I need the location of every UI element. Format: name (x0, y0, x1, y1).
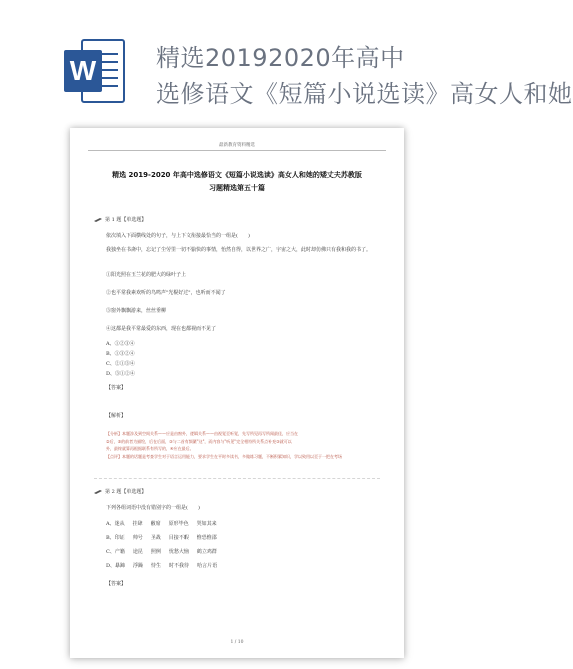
question-2-answer-label: 【答案】 (106, 581, 127, 587)
question-divider (94, 478, 380, 479)
question-1-option-a: A、①②③④ (106, 341, 135, 347)
option-cell: 哈言片语 (197, 563, 218, 569)
option-cell: 途昆 (132, 549, 143, 555)
question-1-passage: 我独坐在书斋中，忘记了尘劳里一切不愉快的事情，怡然自得，以世界之广，宇宙之大，此时却仿佛只有我和我的书了。 (106, 247, 372, 253)
pencil-icon (94, 490, 102, 494)
option-cell: 照例 (150, 549, 161, 555)
question-1-option-b: B、①③②④ (106, 351, 135, 357)
option-cell: 目接不暇 (168, 535, 189, 541)
option-cell: 挂肆 (132, 521, 143, 527)
question-1-item-2: ②也平常我素欢听的鸟鸣声"光棍好过"，也听而不闻了 (106, 290, 226, 296)
question-1-heading-text: 第 1 题【单选题】 (105, 217, 147, 223)
question-1-analysis (106, 430, 374, 460)
question-2-option-a (106, 520, 217, 527)
logo-letter: W (69, 55, 97, 86)
option-cell: B、印证 (106, 535, 125, 541)
question-1-option-d: D、③①②④ (106, 371, 136, 377)
option-cell: A、迷从 (106, 521, 125, 527)
document-page (70, 128, 404, 658)
question-1-stem: 依次填入下面横线处的句子，与上下文衔接最恰当的一组是( ) (106, 233, 250, 239)
question-2-heading (94, 488, 146, 495)
pencil-icon (94, 218, 102, 222)
option-cell: 恃生 (151, 563, 162, 569)
banner-title-line1: 精选20192020年高中 (156, 44, 405, 72)
question-1-item-1: ①阳光照在玉兰花的肥大的绿叶子上 (106, 272, 187, 278)
question-1-item-3: ③窗外飘飘游来，丝丝垂柳 (106, 308, 167, 314)
header-divider (88, 150, 386, 151)
question-2-heading-text: 第 2 题【单选题】 (105, 489, 147, 495)
banner-title-line2: 选修语文《短篇小说选读》高女人和她 (156, 80, 573, 108)
document-title-line2: 习题精选第五十篇 (209, 184, 265, 192)
option-cell: 原形毕色 (168, 521, 189, 527)
question-2-option-b (106, 534, 217, 541)
question-1-item-4: ④这都是我平常最爱的东西，现在也都视而不见了 (106, 326, 217, 332)
question-1-heading (94, 216, 146, 223)
analysis-line-4: 【点评】本题的话题是考查学生对于语言运用能力，要求学生在平时多读书，多做练习题，不断积累知识，学以致用以至于一把在考场 (106, 453, 342, 459)
option-cell: 浮躁 (133, 563, 144, 569)
banner (0, 0, 573, 118)
question-1-answer-label: 【答案】 (106, 385, 127, 391)
question-1-option-c: C、②①③④ (106, 361, 135, 367)
question-1-analysis-label: 【解析】 (106, 413, 127, 419)
option-cell: 圣战 (150, 535, 161, 541)
option-cell: 时不我待 (169, 563, 190, 569)
option-cell: C、产籍 (106, 549, 125, 555)
analysis-line-2: ②后，③的前者为描绘，后在后面，③与二首有频繁"这"，而内容与"听见"完全相符所关系点补充③就可以 (106, 438, 292, 444)
analysis-line-1: 【分析】本题涉及到空间关系——应是由窗外，逻辑关系——由视觉至听觉，先写所见再写所闻最佳，应当在 (106, 431, 298, 436)
page-number: 1 / 10 (230, 640, 244, 645)
page-header: 最新教育资料精选 (219, 143, 255, 148)
option-cell: 敝席 (150, 521, 161, 527)
question-2-option-c (106, 548, 217, 555)
option-cell: 惟恐惟邵 (196, 535, 217, 541)
question-2-stem: 下列各组词语中没有错别字的一组是( ) (106, 505, 200, 511)
option-cell: 忧愁大恼 (168, 549, 189, 555)
option-cell: 哭如其来 (196, 521, 217, 527)
option-cell: 鹤立鸡群 (196, 549, 217, 555)
document-title-line1: 精选 2019-2020 年高中选修语文《短篇小说选读》高女人和她的矮丈夫苏教版 (112, 171, 362, 179)
option-cell: 帅号 (132, 535, 143, 541)
analysis-line-3: 外，最终就算再根据联系有所写的，④应在最后。 (106, 446, 194, 451)
word-document-icon (62, 36, 126, 106)
question-2-option-d (106, 562, 217, 569)
option-cell: D、暴蹄 (106, 563, 126, 569)
